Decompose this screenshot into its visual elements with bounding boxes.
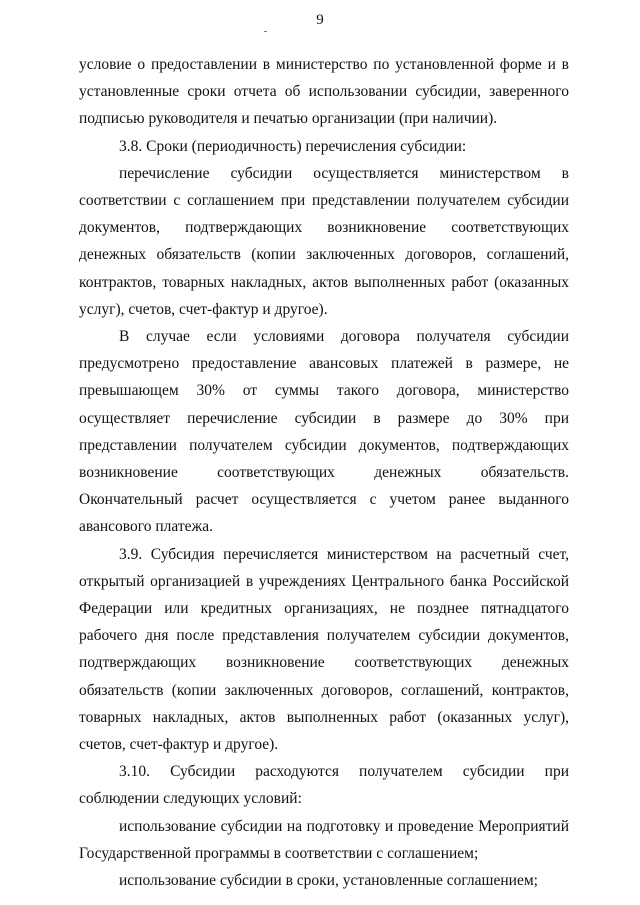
paragraph-3-10: 3.10. Субсидии расходуются получателем субсидии при соблюдении следующих условий: <box>79 763 569 808</box>
paragraph-3-9: 3.9. Субсидия перечисляется министерством на расчетный счет, открытый организацией в учреждениях Центрального банка Российской Федерации или кредитных организациях, не позднее пятнадцатого рабочего дня после представления получателем субсидии документов, подтверждающих возникновение соответствующих денежных обязательств (копии заключенных договоров, соглашений, контрактов, товарных накладных, актов выполненных работ (оказанных услуг), счетов, счет-фактур и другое). <box>79 545 569 754</box>
document-body <box>79 51 569 894</box>
paragraph-3-8-advance: В случае если условиями договора получателя субсидии предусмотрено предоставление авансовых платежей в размере, не превышающем 30% от суммы такого договора, министерство осуществляет перечисление субсидии в размере до 30% при представлении получателем субсидии документов, подтверждающих возникновение соответствующих денежных обязательств. Окончательный расчет осуществляется с учетом ранее выданного авансового платежа. <box>79 328 569 536</box>
paragraph-3-8-transfer: перечисление субсидии осуществляется министерством в соответствии с соглашением при представлении получателем субсидии документов, подтверждающих возникновение соответствующих денежных обязательств (копии заключенных договоров, соглашений, контрактов, товарных накладных, актов выполненных работ (оказанных услуг), счетов, счет-фактур и другое). <box>79 164 569 318</box>
page-number: 9 <box>316 12 324 28</box>
scan-mark <box>264 31 267 32</box>
paragraph-3-10-condition-2: использование субсидии в сроки, установленные соглашением; <box>119 872 538 890</box>
paragraph-3-8-heading: 3.8. Сроки (периодичность) перечисления субсидии: <box>119 137 467 155</box>
paragraph-continuation: условие о предоставлении в министерство по установленной форме и в установленные сроки отчета об использовании субсидии, заверенного подписью руководителя и печатью организации (при наличии). <box>79 56 569 128</box>
paragraph-3-10-condition-1: использование субсидии на подготовку и проведение Мероприятий Государственной программы в соответствии с соглашением; <box>79 817 569 862</box>
